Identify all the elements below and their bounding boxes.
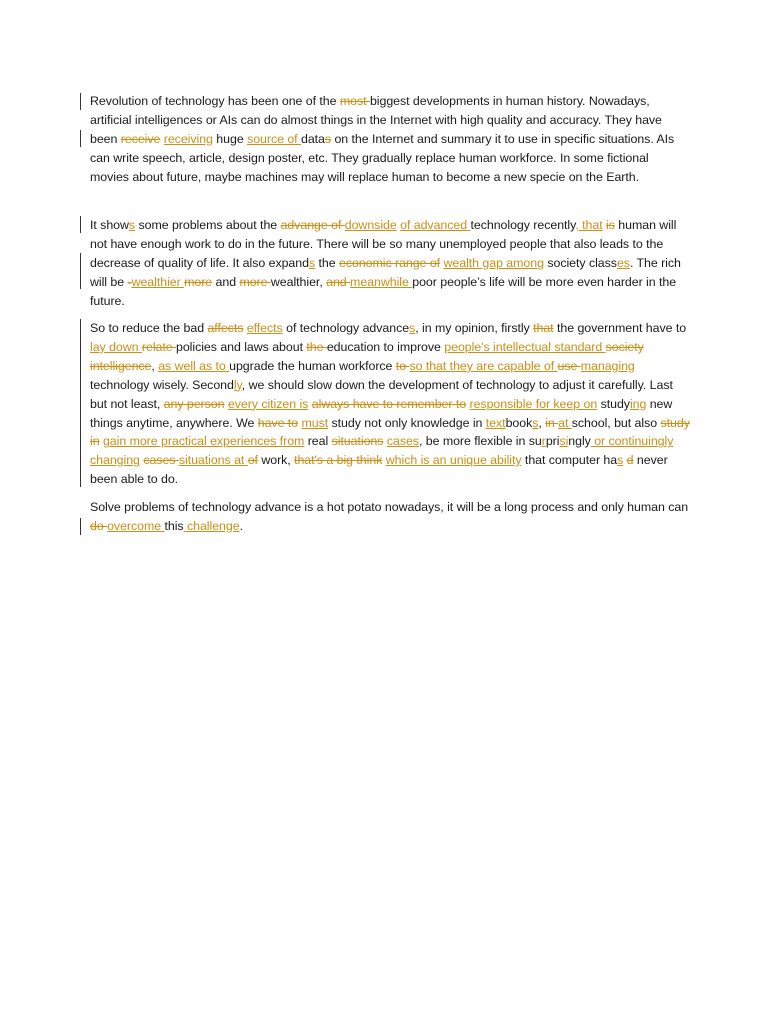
body-text: new things anytime, anywhere. We <box>90 396 673 430</box>
body-text: of technology advance <box>282 321 410 335</box>
body-text: So to reduce the bad <box>90 321 208 335</box>
deleted-text: receive <box>120 131 161 146</box>
body-text: the government have to <box>553 321 687 335</box>
inserted-text: or continuingly changing <box>90 434 674 468</box>
body-text: some problems about the <box>135 218 281 232</box>
paragraph-2 <box>90 216 690 311</box>
body-text: , <box>538 415 546 430</box>
body-text: huge <box>212 131 248 146</box>
inserted-text: managing <box>580 358 635 373</box>
body-text: . <box>239 518 243 533</box>
deleted-text: that <box>533 321 554 335</box>
deleted-text: have to <box>257 415 299 430</box>
deleted-text: most <box>339 94 370 108</box>
deleted-text: situations <box>331 434 384 449</box>
change-bar <box>80 253 81 289</box>
body-text: book <box>505 415 533 430</box>
inserted-text: s <box>409 321 416 335</box>
body-text: , in my opinion, firstly <box>415 321 534 335</box>
inserted-text: ing <box>629 396 647 411</box>
deleted-text: always have to remember to <box>311 396 467 411</box>
body-text: society class <box>543 255 617 270</box>
inserted-text: every citizen is <box>227 396 309 411</box>
inserted-text: r <box>541 434 546 449</box>
inserted-text: s <box>617 453 624 468</box>
body-text: study <box>597 396 630 411</box>
inserted-text: people's intellectual standard <box>444 339 606 354</box>
body-text: ngly <box>568 434 591 449</box>
body-text: that computer ha <box>521 453 618 468</box>
deleted-text: any person <box>163 396 225 411</box>
inserted-text: es <box>616 255 630 270</box>
inserted-text: text <box>485 415 506 430</box>
body-text: data <box>300 131 325 146</box>
inserted-text: , that <box>575 218 603 232</box>
inserted-text: situations at <box>178 453 248 468</box>
body-text: wealthier, <box>270 274 327 289</box>
inserted-text: must <box>301 415 329 430</box>
inserted-text: receiving <box>163 131 213 146</box>
body-text: real <box>304 434 332 449</box>
change-bar <box>80 93 81 110</box>
inserted-text: s <box>532 415 539 430</box>
body-text: upgrade the human workforce <box>229 358 396 373</box>
body-text: work, <box>257 453 295 468</box>
inserted-text: challenge <box>183 518 240 533</box>
deleted-text: d <box>626 453 634 468</box>
inserted-text: responsible for keep on <box>469 396 598 411</box>
body-text: . The rich will be <box>90 255 681 289</box>
body-text: on the Internet and summary it to use in specific situations. AIs can write speech, article, design poster, etc. They gradually replace human workforce. In some fictional movies about future, maybe machines may will replace human to become a new specie on the Earth. <box>90 131 675 184</box>
body-text: this <box>164 518 184 533</box>
body-text: never been able to do. <box>90 453 668 487</box>
inserted-text: wealthier <box>131 274 185 289</box>
deleted-text: more <box>239 274 271 289</box>
body-text: policies and laws about <box>176 339 307 354</box>
inserted-text: gain more practical experiences from <box>102 434 305 449</box>
inserted-text: s <box>308 255 316 270</box>
deleted-text: study in <box>90 415 690 449</box>
body-text: the <box>315 255 339 270</box>
deleted-text: to <box>395 358 410 373</box>
deleted-text: more <box>184 274 213 289</box>
deleted-text: relate <box>141 339 176 354</box>
change-bar <box>80 518 81 535</box>
deleted-text: the <box>306 339 327 354</box>
deleted-text: do <box>90 518 108 533</box>
inserted-text: downside <box>344 218 397 232</box>
deleted-text: use <box>557 358 581 373</box>
inserted-text: effects <box>246 321 283 335</box>
body-text: technology recently <box>470 218 576 232</box>
body-text: biggest developments in human history. Nowadays, artificial intelligences or AIs can do almost things in the Internet with high quality and accuracy. They have been <box>90 94 662 146</box>
inserted-text: wealth gap among <box>443 255 544 270</box>
inserted-text: meanwhile <box>350 274 413 289</box>
inserted-text: cases <box>386 434 419 449</box>
change-bar <box>80 130 81 147</box>
deleted-text: economic range of <box>338 255 441 270</box>
deleted-text: in <box>545 415 559 430</box>
change-bar <box>80 319 81 487</box>
body-text: It show <box>90 218 129 232</box>
deleted-text: cases <box>143 453 179 468</box>
inserted-text: overcome <box>107 518 165 533</box>
inserted-text: as well as to <box>158 358 230 373</box>
deleted-text: s <box>324 131 332 146</box>
inserted-text: which is an unique ability <box>385 453 522 468</box>
inserted-text: so that they are capable of <box>409 358 558 373</box>
inserted-text: si <box>559 434 569 449</box>
inserted-text: source of <box>247 131 301 146</box>
body-text: Revolution of technology has been one of the <box>90 94 340 108</box>
inserted-text: at <box>558 415 572 430</box>
body-text: , we should slow down the development of technology to adjust it carefully. Last but not least, <box>90 377 673 411</box>
deleted-text: - <box>127 274 132 289</box>
deleted-text: and <box>326 274 351 289</box>
body-text: human will not have enough work to do in the future. There will be so many unemployed people that also leads to the decrease of quality of life. It also expand <box>90 218 677 270</box>
deleted-text: is <box>606 218 615 232</box>
inserted-text: ly <box>233 377 242 392</box>
deleted-text: society intelligence <box>90 339 644 373</box>
deleted-text: advange of <box>280 218 345 232</box>
body-text: technology wisely. Second <box>90 377 234 392</box>
body-text: poor people’s life will be more even harder in the future. <box>90 274 677 308</box>
change-bar <box>80 216 81 233</box>
body-text: , be more flexible in su <box>418 434 542 449</box>
paragraph-1 <box>90 92 690 187</box>
body-text: pri <box>545 434 560 449</box>
body-text: , <box>151 358 159 373</box>
deleted-text: of <box>247 453 258 468</box>
body-text: study not only knowledge in <box>328 415 486 430</box>
body-text: school, but also <box>571 415 661 430</box>
inserted-text: of advanced <box>400 218 471 232</box>
body-text: Solve problems of technology advance is a hot potato nowadays, it will be a long process and only human can <box>90 500 689 514</box>
deleted-text: affects <box>207 321 244 335</box>
body-text: and <box>212 274 240 289</box>
inserted-text: s <box>128 218 136 232</box>
paragraph-4 <box>90 498 690 536</box>
inserted-text: lay down <box>90 339 142 354</box>
body-text: education to improve <box>326 339 445 354</box>
deleted-text: that's a big think <box>294 453 383 468</box>
paragraph-3 <box>90 319 690 489</box>
